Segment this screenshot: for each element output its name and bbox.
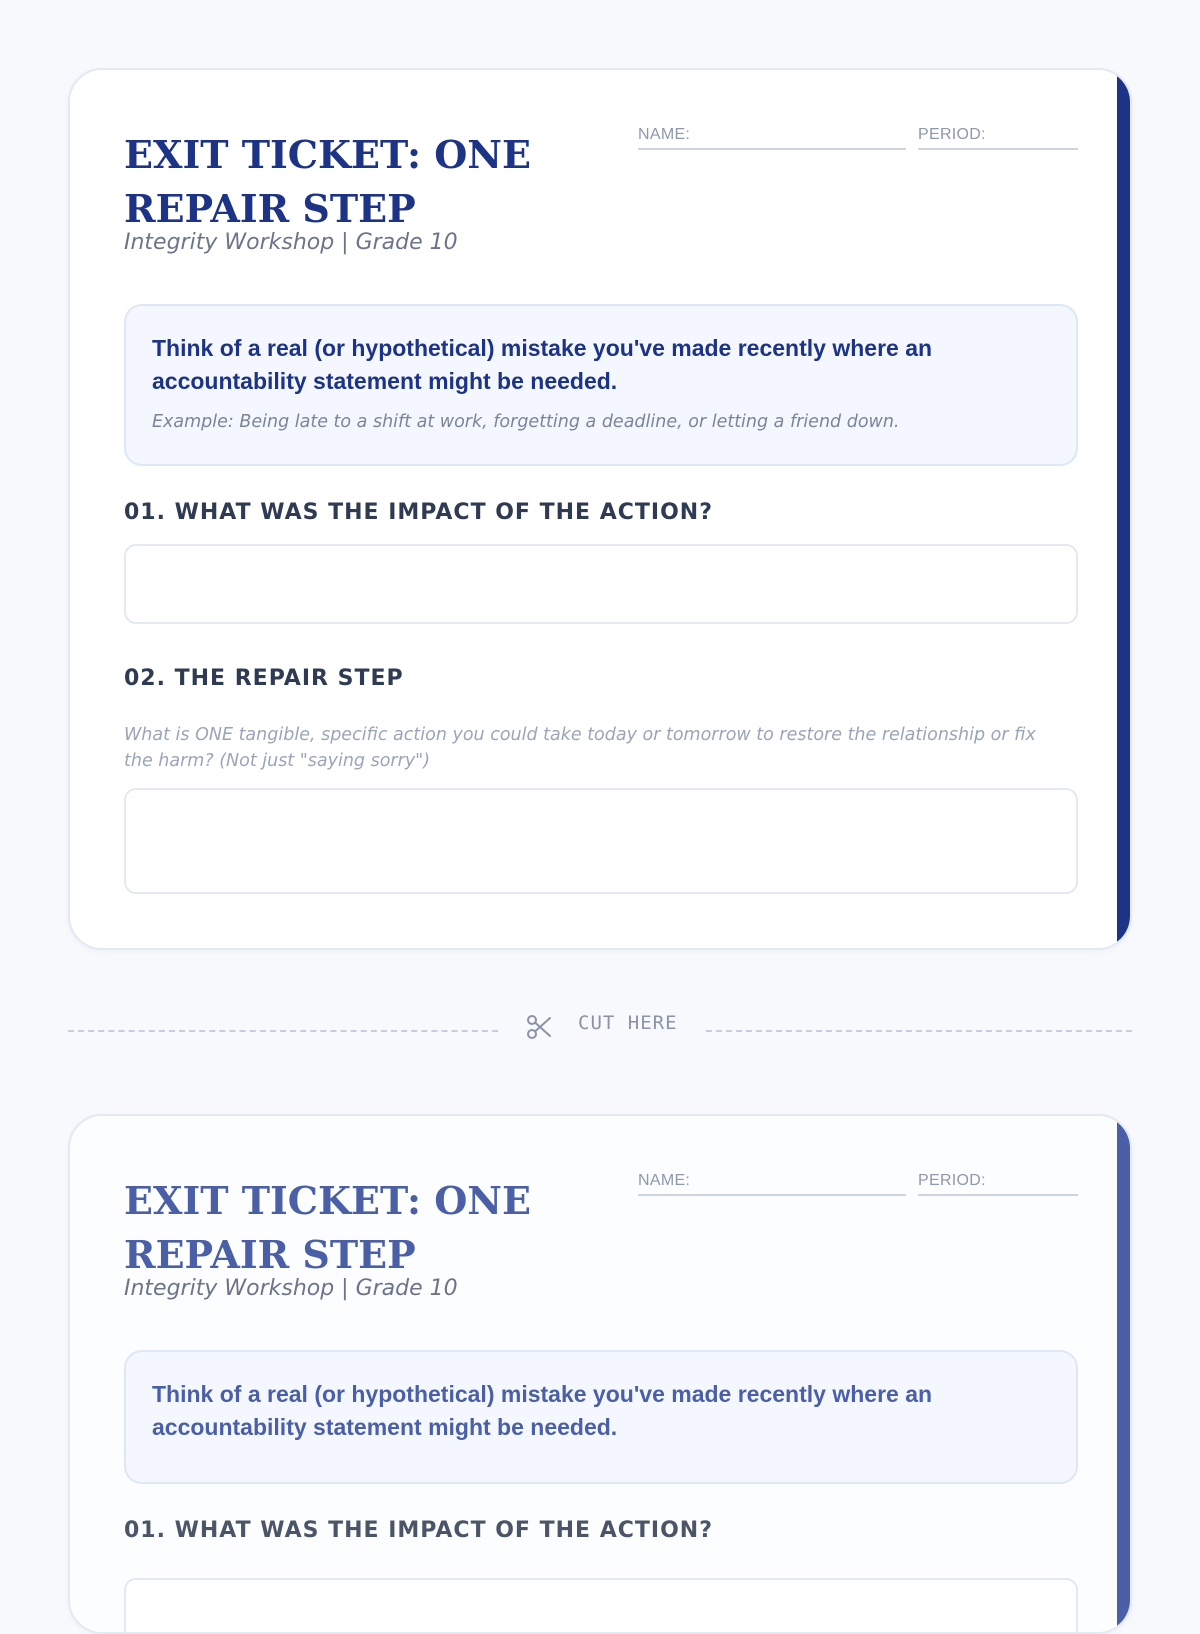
period-field[interactable]: PERIOD: xyxy=(918,126,1078,150)
prompt-box xyxy=(124,304,1078,466)
prompt-example: Example: Being late to a shift at work, forgetting a deadline, or letting a friend down. xyxy=(152,412,900,432)
ticket-subtitle: Integrity Workshop | Grade 10 xyxy=(124,230,458,255)
question-1-answer-box[interactable] xyxy=(124,544,1078,624)
cut-line-right xyxy=(706,1030,1132,1032)
period-field[interactable]: PERIOD: xyxy=(918,1172,1078,1196)
ticket-subtitle: Integrity Workshop | Grade 10 xyxy=(124,1276,458,1301)
question-2-hint: What is ONE tangible, specific action you could take today or tomorrow to restore the relationship or fix the harm? (Not just "saying sorry") xyxy=(124,725,1036,771)
name-field[interactable]: NAME: xyxy=(638,1172,906,1196)
question-1-answer-box[interactable] xyxy=(124,1578,1078,1634)
scissors-icon xyxy=(526,1012,552,1042)
prompt-text: Think of a real (or hypothetical) mistake you've made recently where an accountability statement might be needed. xyxy=(152,335,933,394)
cut-here-label: CUT HERE xyxy=(578,1012,678,1034)
question-1-label: 01. WHAT WAS THE IMPACT OF THE ACTION? xyxy=(124,1518,713,1543)
exit-ticket-card-copy xyxy=(68,1114,1132,1634)
prompt-box xyxy=(124,1350,1078,1484)
question-1-label: 01. WHAT WAS THE IMPACT OF THE ACTION? xyxy=(124,500,713,525)
cut-line-left xyxy=(68,1030,498,1032)
name-field[interactable]: NAME: xyxy=(638,126,906,150)
question-2-answer-box[interactable] xyxy=(124,788,1078,894)
prompt-text: Think of a real (or hypothetical) mistake you've made recently where an accountability statement might be needed. xyxy=(152,1381,933,1440)
exit-ticket-card xyxy=(68,68,1132,950)
question-2-label: 02. THE REPAIR STEP xyxy=(124,666,404,691)
card-accent-bar xyxy=(1117,70,1130,948)
card-accent-bar xyxy=(1117,1116,1130,1632)
ticket-title: EXIT TICKET: ONE REPAIR STEP xyxy=(124,1178,531,1277)
ticket-title: EXIT TICKET: ONE REPAIR STEP xyxy=(124,132,531,231)
